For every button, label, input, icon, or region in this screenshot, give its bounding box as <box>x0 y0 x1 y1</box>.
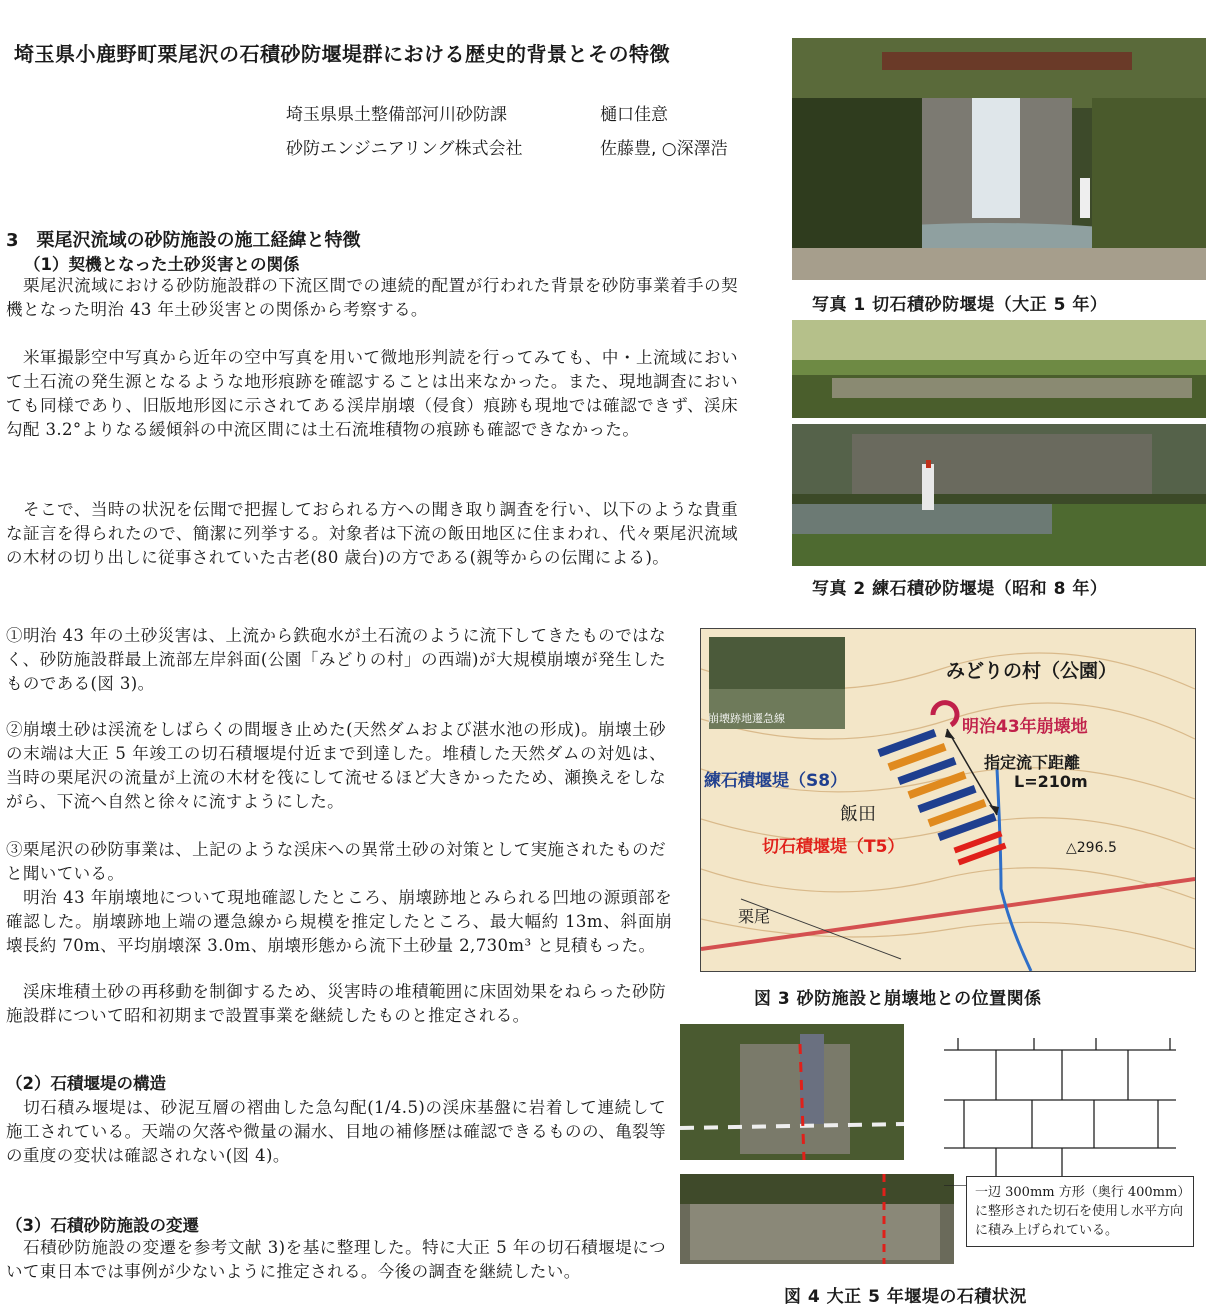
figure-4-photo-bottom <box>680 1174 954 1264</box>
list-item-3: ③栗尾沢の砂防事業は、上記のような渓床への異常土砂の対策として実施されたものだと聞いている。 <box>6 840 666 883</box>
map-label-park: みどりの村（公園） <box>946 660 1118 682</box>
figure-4-photo-top <box>680 1024 904 1160</box>
stone-note-box: 一辺 300mm 方形（奥行 400mm）に整形された切石を使用し水平方向に積み上げられている。 <box>966 1176 1194 1247</box>
map-label-t5: 切石積堰堤（T5） <box>762 837 905 857</box>
map-inset-label: 崩壊跡地遷急線 <box>708 712 785 725</box>
photo-2-top <box>792 320 1206 418</box>
section-heading: 3 栗尾沢流域の砂防施設の施工経緯と特徴 <box>6 230 361 251</box>
author-org-1: 埼玉県県土整備部河川砂防課 <box>286 105 507 125</box>
paper-title: 埼玉県小鹿野町栗尾沢の石積砂防堰堤群における歴史的背景とその特徴 <box>14 42 670 66</box>
map-label-distance-value: L=210m <box>1014 772 1088 791</box>
photo-2-bottom <box>792 424 1206 566</box>
paragraph-7: 石積砂防施設の変遷を参考文献 3)を基に整理した。特に大正 5 年の切石積堰堤について東日本では事例が少ないように推定される。今後の調査を継続したい。 <box>6 1238 666 1281</box>
figure-4-caption: 図 4 大正 5 年堰堤の石積状況 <box>784 1287 1027 1307</box>
stone-pattern-diagram <box>944 1038 1176 1186</box>
subsection-heading-1: （1）契機となった土砂災害との関係 <box>24 255 300 274</box>
list-item-2: ②崩壊土砂は渓流をしばらくの間堰き止めた(天然ダムおよび湛水池の形成)。崩壊土砂の末端は大正 5 年竣工の切石積堰堤付近まで到達した。堆積した天然ダムの対処は、当時の栗尾沢の流量が上流の木材を筏にして流せるほど大きかったため、瀬換えをしながら、下流へ自然と徐々に流すようにした。 <box>6 720 666 811</box>
photo-1-caption: 写真 1 切石積砂防堰堤（大正 5 年） <box>812 295 1108 315</box>
paragraph-2: 米軍撮影空中写真から近年の空中写真を用いて微地形判読を行ってみても、中・上流域において土石流の発生源となるような地形痕跡を確認することは出来なかった。また、現地調査においても同様であり、旧版地形図に示されてある渓岸崩壊（侵食）痕跡も現地では確認できず、渓床勾配 3.2°よりなる緩傾斜の中流区間には土石流堆積物の痕跡も確認できなかった。 <box>6 348 738 439</box>
author-org-2: 砂防エンジニアリング株式会社 <box>286 139 523 159</box>
map-label-collapse: 明治43年崩壊地 <box>962 717 1088 737</box>
map-label-distance: 指定流下距離 <box>984 753 1081 772</box>
photo-1 <box>792 38 1206 280</box>
paragraph-5: 渓床堆積土砂の再移動を制御するため、災害時の堆積範囲に床固効果をねらった砂防施設群について昭和初期まで設置事業を継続したものと推定される。 <box>6 982 666 1025</box>
subsection-heading-3: （3）石積砂防施設の変遷 <box>6 1216 199 1235</box>
paragraph-4: 明治 43 年崩壊地について現地確認したところ、崩壊跡地とみられる凹地の源頭部を確認した。崩壊跡地上端の遷急線から規模を推定したところ、最大幅約 13m、斜面崩壊長約 70m、平均崩壊深 3.0m、崩壊形態から流下土砂量 2,730m³ と見積もった。 <box>6 888 672 955</box>
map-label-kurio: 栗尾 <box>738 907 771 926</box>
map-label-elevation: △296.5 <box>1066 840 1117 856</box>
paragraph-3: そこで、当時の状況を伝聞で把握しておられる方への聞き取り調査を行い、以下のような貴重な証言を得られたので、簡潔に列挙する。対象者は下流の飯田地区に住まわれ、代々栗尾沢流域の木材の切り出しに従事されていた古老(80 歳台)の方である(親等からの伝聞による)。 <box>6 500 738 567</box>
paragraph-1: 栗尾沢流域における砂防施設群の下流区間での連続的配置が行われた背景を砂防事業着手の契機となった明治 43 年土砂災害との関係から考察する。 <box>6 276 738 319</box>
author-names-1: 樋口佳意 <box>600 105 668 125</box>
figure-3-caption: 図 3 砂防施設と崩壊地との位置関係 <box>754 989 1042 1009</box>
list-item-1: ①明治 43 年の土砂災害は、上流から鉄砲水が土石流のように流下してきたものではなく、砂防施設群最上流部左岸斜面(公園「みどりの村」の西端)が大規模崩壊が発生したものである(図 3)。 <box>6 626 666 693</box>
subsection-heading-2: （2）石積堰堤の構造 <box>6 1074 166 1093</box>
map-label-s8: 練石積堰堤（S8） <box>704 771 848 791</box>
paragraph-6: 切石積み堰堤は、砂泥互層の褶曲した急勾配(1/4.5)の渓床基盤に岩着して連続して施工されている。天端の欠落や微量の漏水、目地の補修歴は確認できるものの、亀裂等の重度の変状は確認されない(図 4)。 <box>6 1098 666 1165</box>
map-label-iida: 飯田 <box>840 804 876 825</box>
photo-2-caption: 写真 2 練石積砂防堰堤（昭和 8 年） <box>812 579 1108 599</box>
author-names-2: 佐藤豊, ○深澤浩 <box>600 139 728 159</box>
